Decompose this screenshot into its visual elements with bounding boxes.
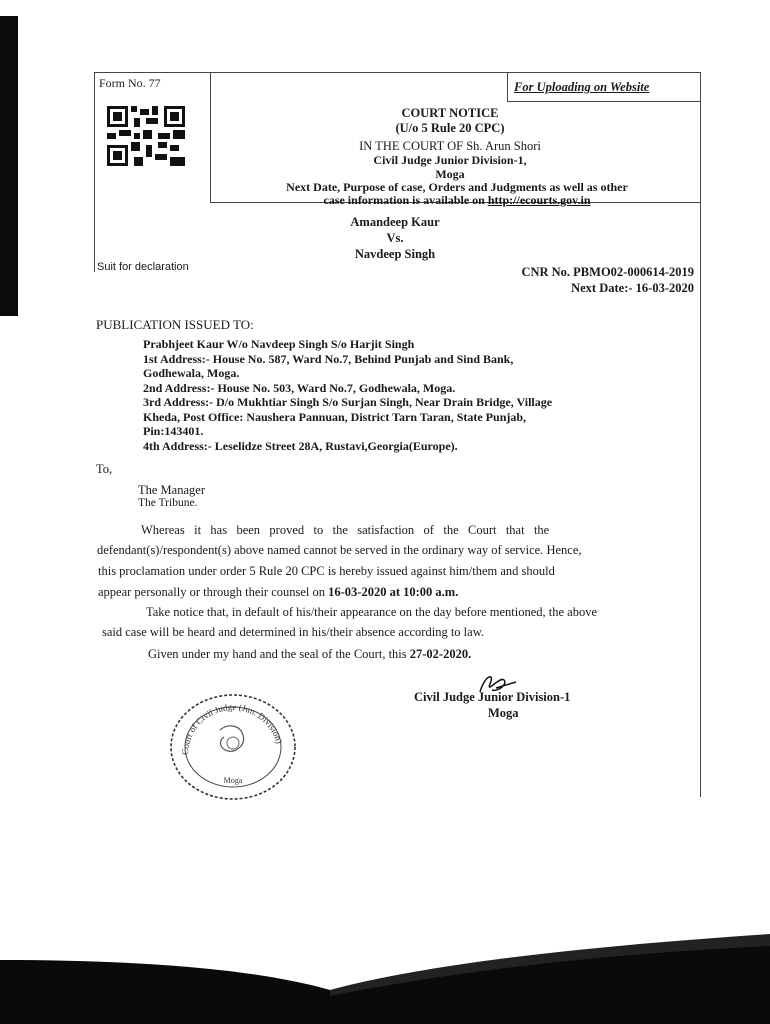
paragraph-3-text: Given under my hand and the seal of the Court, this	[148, 647, 410, 661]
signature-designation: Civil Judge Junior Division-1	[414, 690, 571, 704]
address-2-text: House No. 503, Ward No.7, Godhewala, Moga.	[217, 380, 456, 395]
notice-title: COURT NOTICE	[401, 106, 499, 120]
paragraph-1-line-1: Whereas it has been proved to the satisfaction of the Court that the	[141, 523, 550, 537]
to-label: To,	[96, 462, 113, 476]
paragraph-3	[148, 645, 698, 664]
info-line-2	[222, 193, 692, 208]
recipient-line-1: The Manager	[138, 483, 205, 497]
court-seal-icon	[158, 685, 308, 805]
scan-left-bar	[0, 16, 18, 316]
address-1-label: 1st Address:-	[143, 351, 210, 366]
address-3	[143, 395, 703, 410]
hearing-date: 16-03-2020 at 10:00 a.m.	[328, 585, 459, 599]
address-4	[143, 439, 703, 454]
notice-rule: (U/o 5 Rule 20 CPC)	[395, 121, 505, 135]
qr-code-icon	[107, 106, 185, 166]
address-3-text: D/o Mukhtiar Singh S/o Surjan Singh, Near Drain Bridge, Village	[216, 395, 553, 409]
paragraph-1-line-3: this proclamation under order 5 Rule 20 CPC is hereby issued against him/them and should	[98, 564, 555, 578]
defendant-name: Navdeep Singh	[354, 247, 436, 261]
ecourts-link[interactable]: http://ecourts.gov.in	[487, 193, 591, 207]
seal-text-side: Moga	[223, 776, 243, 785]
next-date: Next Date:- 16-03-2020	[571, 281, 694, 295]
addressee-name: Prabhjeet Kaur W/o Navdeep Singh S/o Harjit Singh	[143, 337, 415, 351]
address-3-cont-2: Pin:143401.	[143, 424, 204, 438]
address-2	[143, 381, 703, 396]
court-division: Civil Judge Junior Division-1,	[373, 153, 527, 167]
address-1-text: House No. 587, Ward No.7, Behind Punjab and Sind Bank,	[212, 351, 514, 366]
court-line: IN THE COURT OF Sh. Arun Shori	[359, 139, 541, 153]
address-4-label: 4th Address:-	[143, 438, 212, 453]
paragraph-1-line-2: defendant(s)/respondent(s) above named cannot be served in the ordinary way of service. Hence,	[97, 543, 582, 557]
paragraph-2-line-2: said case will be heard and determined in his/their absence according to law.	[102, 625, 485, 639]
recipient-line-2: The Tribune.	[138, 497, 198, 509]
plaintiff-name: Amandeep Kaur	[350, 215, 440, 229]
suit-type: Suit for declaration	[97, 261, 189, 273]
address-3-cont-1: Kheda, Post Office: Naushera Pannuan, District Tarn Taran, State Punjab,	[143, 409, 527, 424]
address-1-cont: Godhewala, Moga.	[143, 366, 240, 380]
frame-left	[94, 72, 95, 272]
signature-place: Moga	[488, 706, 519, 720]
frame-upload-bottom	[507, 101, 700, 102]
svg-text:Court of Civil Judge (Jun. Div	[180, 702, 284, 755]
form-number: Form No. 77	[99, 76, 161, 90]
scan-bottom-shadow	[0, 850, 770, 1024]
info-line-1: Next Date, Purpose of case, Orders and Judgments as well as other	[286, 180, 628, 194]
info-line-2-prefix: case information is available on	[323, 193, 488, 207]
address-1	[143, 352, 703, 367]
frame-divider-left	[210, 72, 211, 202]
paragraph-1-line-4-text: appear personally or through their counsel on	[98, 585, 329, 599]
address-2-label: 2nd Address:-	[143, 380, 215, 395]
frame-top	[94, 72, 700, 73]
address-3-label: 3rd Address:-	[143, 395, 214, 409]
address-4-text: Leselidze Street 28A, Rustavi,Georgia(Europe).	[214, 438, 458, 453]
addressee-block	[143, 337, 703, 453]
versus: Vs.	[386, 231, 404, 245]
paragraph-1-line-4	[98, 583, 698, 602]
upload-label: For Uploading on Website	[514, 80, 650, 94]
frame-divider-right	[507, 72, 508, 102]
paragraph-2-line-1: Take notice that, in default of his/their appearance on the day before mentioned, the above	[146, 605, 598, 619]
issue-date: 27-02-2020.	[409, 647, 472, 661]
court-place: Moga	[435, 167, 465, 181]
cnr-number: CNR No. PBMO02-000614-2019	[521, 265, 694, 279]
seal-text-top: Court of Civil Judge (Jun. Division)	[179, 701, 285, 756]
publication-heading: PUBLICATION ISSUED TO:	[96, 317, 254, 332]
